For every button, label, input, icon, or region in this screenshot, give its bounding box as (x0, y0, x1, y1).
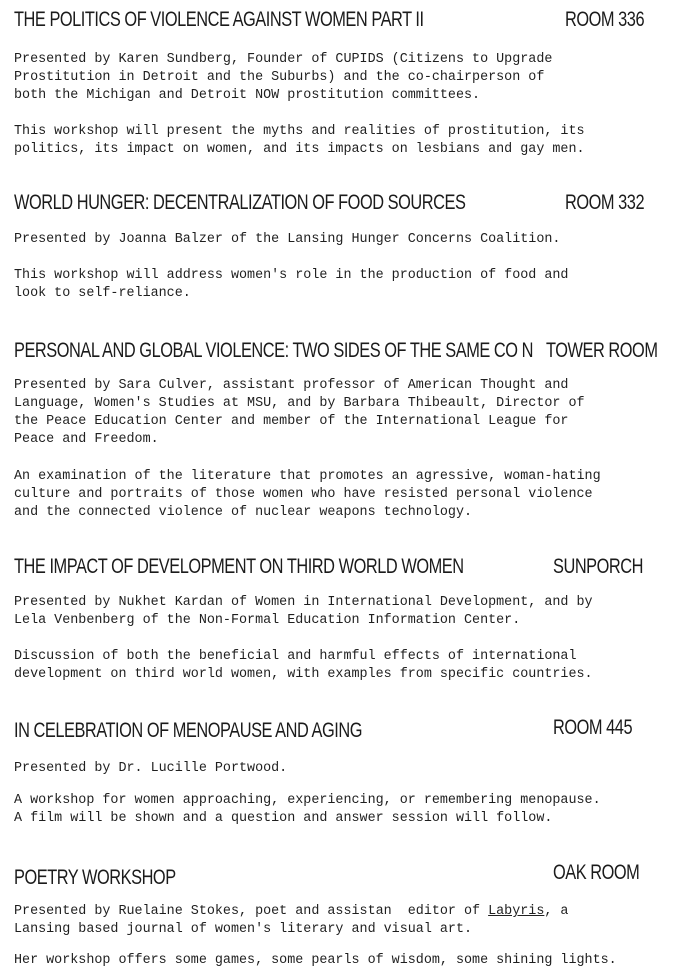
presenter-text: Presented by Ruelaine Stokes, poet and assistan editor of (14, 904, 489, 919)
workshop-title: THE IMPACT OF DEVELOPMENT ON THIRD WORLD WOMEN (14, 555, 464, 578)
workshop-description: This workshop will present the myths and realities of prostitution, its politics, its impact on women, and its impacts on lesbians and gay men. (14, 124, 585, 157)
workshop-description: Her workshop offers some games, some pearls of wisdom, some shining lights. (14, 953, 617, 968)
workshop-title: WORLD HUNGER: DECENTRALIZATION OF FOOD SOURCES (14, 191, 466, 214)
presenter-text-continued: , a Lansing based journal of women's literary and visual art. (14, 904, 569, 937)
workshop-presenter (14, 903, 694, 939)
workshop-description: Discussion of both the beneficial and harmful effects of international development on third world women, with examples from specific countries. (14, 649, 593, 682)
workshop-presenter: Presented by Joanna Balzer of the Lansing Hunger Concerns Coalition. (14, 232, 561, 247)
workshop-title: IN CELEBRATION OF MENOPAUSE AND AGING (14, 719, 362, 742)
workshop-title: PERSONAL AND GLOBAL VIOLENCE: TWO SIDES OF THE SAME CO N (14, 339, 534, 362)
journal-title: Labyris (488, 904, 545, 919)
workshop-room: ROOM 336 (565, 8, 645, 31)
workshop-presenter: Presented by Dr. Lucille Portwood. (14, 761, 288, 776)
workshop-description: An examination of the literature that promotes an agressive, woman-hating culture and portraits of those women who have resisted personal violence and the connected violence of nuclear weapons technology. (14, 469, 601, 520)
workshop-title: THE POLITICS OF VIOLENCE AGAINST WOMEN PART II (14, 8, 424, 31)
workshop-description: This workshop will address women's role in the production of food and look to self-reliance. (14, 268, 569, 301)
workshop-room: ROOM 332 (565, 191, 645, 214)
workshop-room: OAK ROOM (553, 861, 640, 884)
workshop-presenter: Presented by Karen Sundberg, Founder of CUPIDS (Citizens to Upgrade Prostitution in Detroit and the Suburbs) and the co-chairperson of both the Michigan and Detroit NOW prostitution committees. (14, 52, 553, 103)
workshop-presenter: Presented by Nukhet Kardan of Women in International Development, and by Lela Venbenberg of the Non-Formal Education Information Center. (14, 595, 593, 628)
workshop-description: A workshop for women approaching, experiencing, or remembering menopause. A film will be shown and a question and answer session will follow. (14, 793, 601, 826)
workshop-room: TOWER ROOM (546, 339, 658, 362)
workshop-room: ROOM 445 (553, 716, 633, 739)
workshop-title: POETRY WORKSHOP (14, 866, 176, 889)
workshop-presenter: Presented by Sara Culver, assistant professor of American Thought and Language, Women's Studies at MSU, and by Barbara Thibeault, Director of the Peace Education Center and member of the International League for Peace and Freedom. (14, 378, 585, 447)
workshop-room: SUNPORCH (553, 555, 644, 578)
